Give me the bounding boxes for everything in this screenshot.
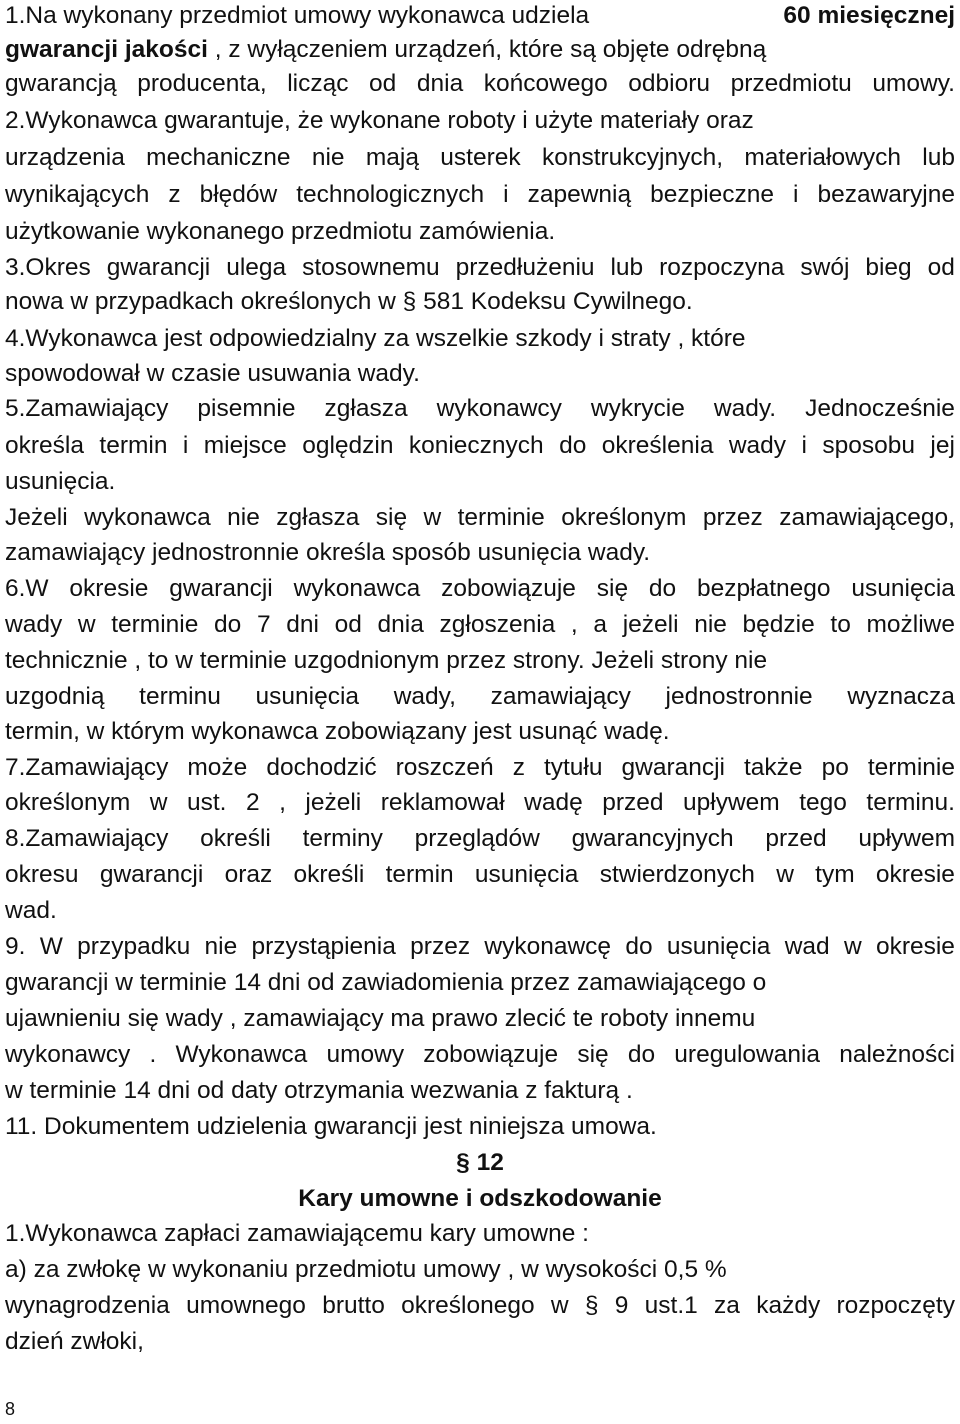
penalty-a-line: dzień zwłoki, xyxy=(5,1328,144,1355)
clause-11-line: 11. Dokumentem udzielenia gwarancji jest niniejsza umowa. xyxy=(5,1113,657,1140)
clause-6-line: wady w terminie do 7 dni od dnia zgłoszenia , a jeżeli nie będzie to możliwe xyxy=(5,611,955,638)
clause-8-line: okresu gwarancji oraz określi termin usunięcia stwierdzonych w tym okresie xyxy=(5,861,955,888)
clause-1-line: gwarancji jakości , z wyłączeniem urządzeń, które są objęte odrębną xyxy=(5,36,767,63)
clause-2-line: wynikających z błędów technologicznych i zapewnią bezpieczne i bezawaryjne xyxy=(5,181,955,208)
clause-2-line: użytkowanie wykonanego przedmiotu zamówienia. xyxy=(5,218,556,245)
section-title: Kary umowne i odszkodowanie xyxy=(298,1185,662,1212)
clause-9-line: gwarancji w terminie 14 dni od zawiadomienia przez zamawiającego o xyxy=(5,969,767,996)
penalty-intro: 1.Wykonawca zapłaci zamawiającemu kary umowne : xyxy=(5,1220,589,1247)
clause-9-line: wykonawcy . Wykonawca umowy zobowiązuje się do uregulowania należności xyxy=(5,1041,955,1068)
clause-2-line: 2.Wykonawca gwarantuje, że wykonane roboty i użyte materiały oraz xyxy=(5,107,754,134)
clause-4-line: spowodował w czasie usuwania wady. xyxy=(5,360,420,387)
clause-1-line: gwarancją producenta, licząc od dnia końcowego odbioru przedmiotu umowy. xyxy=(5,70,955,97)
clause-5-line: usunięcia. xyxy=(5,468,116,495)
clause-8-line: wad. xyxy=(5,897,57,924)
page-number: 8 xyxy=(5,1399,16,1419)
clause-9-line: 9. W przypadku nie przystąpienia przez wykonawcę do usunięcia wad w okresie xyxy=(5,933,955,960)
clause-6-line: technicznie , to w terminie uzgodnionym przez strony. Jeżeli strony nie xyxy=(5,647,768,674)
clause-2-line: urządzenia mechaniczne nie mają usterek konstrukcyjnych, materiałowych lub xyxy=(5,144,955,171)
clause-6-line: termin, w którym wykonawca zobowiązany jest usunąć wadę. xyxy=(5,718,670,745)
clause-6-line: 6.W okresie gwarancji wykonawca zobowiązuje się do bezpłatnego usunięcia xyxy=(5,575,955,602)
clause-9-line: ujawnieniu się wady , zamawiający ma prawo zlecić te roboty innemu xyxy=(5,1005,756,1032)
clause-5-line: określa termin i miejsce oględzin koniecznych do określenia wady i sposobu jej xyxy=(5,432,955,459)
clause-7-line: określonym w ust. 2 , jeżeli reklamował wadę przed upływem tego terminu. xyxy=(5,789,955,816)
clause-7-line: 7.Zamawiający może dochodzić roszczeń z tytułu gwarancji także po terminie xyxy=(5,754,955,781)
section-number: § 12 xyxy=(456,1149,504,1176)
penalty-a-line: wynagrodzenia umownego brutto określonego w § 9 ust.1 za każdy rozpoczęty xyxy=(5,1292,955,1319)
penalty-a-line: a) za zwłokę w wykonaniu przedmiotu umowy , w wysokości 0,5 % xyxy=(5,1256,727,1283)
clause-6-line: uzgodnią terminu usunięcia wady, zamawiający jednostronnie wyznacza xyxy=(5,683,955,710)
clause-9-line: w terminie 14 dni od daty otrzymania wezwania z fakturą . xyxy=(5,1077,633,1104)
clause-5-line: 5.Zamawiający pisemnie zgłasza wykonawcy wykrycie wady. Jednocześnie xyxy=(5,395,955,422)
clause-5-line: zamawiający jednostronnie określa sposób usunięcia wady. xyxy=(5,539,651,566)
clause-5-line: Jeżeli wykonawca nie zgłasza się w terminie określonym przez zamawiającego, xyxy=(5,504,955,531)
clause-1-line: 1.Na wykonany przedmiot umowy wykonawca udziela 60 miesięcznej xyxy=(5,2,955,29)
clause-3-line: nowa w przypadkach określonych w § 581 Kodeksu Cywilnego. xyxy=(5,288,693,315)
clause-3-line: 3.Okres gwarancji ulega stosownemu przedłużeniu lub rozpoczyna swój bieg od xyxy=(5,254,955,281)
clause-4-line: 4.Wykonawca jest odpowiedzialny za wszelkie szkody i straty , które xyxy=(5,325,746,352)
clause-8-line: 8.Zamawiający określi terminy przeglądów gwarancyjnych przed upływem xyxy=(5,825,955,852)
